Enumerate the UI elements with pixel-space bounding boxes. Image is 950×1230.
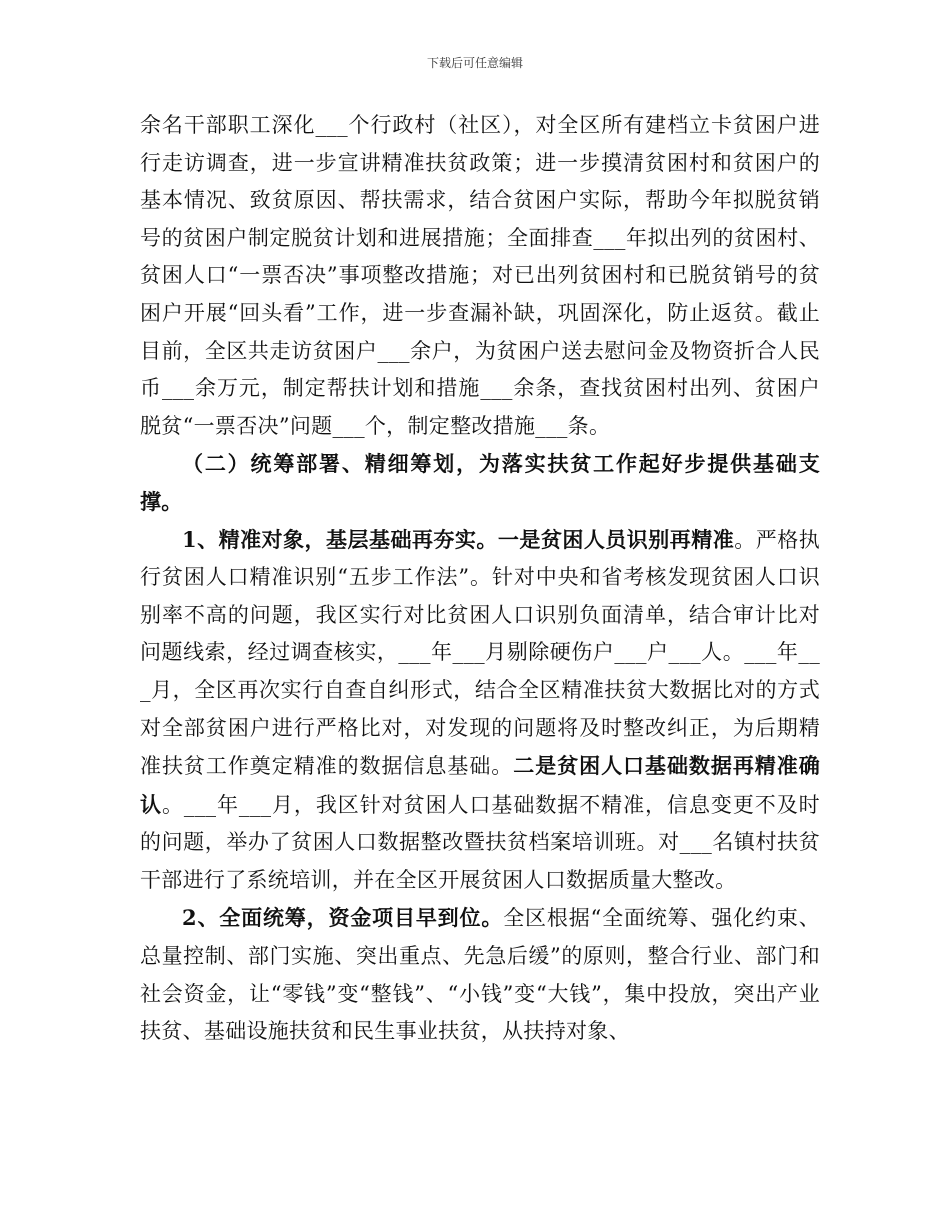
- paragraph-visit-survey: 余名干部职工深化___个行政村（社区），对全区所有建档立卡贫困户进行走访调查，进一步宣讲精准扶贫政策；进一步摸清贫困村和贫困户的基本情况、致贫原因、帮扶需求，结合贫困户实际，帮助今年拟脱贫销号的贫困户制定脱贫计划和进展措施；全面排查___年拟出列的贫困村、贫困人口“一票否决”事项整改措施；对已出列贫困村和已脱贫销号的贫困户开展“回头看”工作，进一步查漏补缺，巩固深化，防止返贫。截止目前，全区共走访贫困户___余户，为贫困户送去慰问金及物资折合人民币___余万元，制定帮扶计划和措施___余条，查找贫困村出列、贫困户脱贫“一票否决”问题___个，制定整改措施___条。: [140, 113, 820, 438]
- subheading-funding: 2、全面统筹，资金项目早到位。: [182, 905, 504, 931]
- section-heading-two: （二）统筹部署、精细筹划，为落实扶贫工作起好步提供基础支撑。: [140, 451, 820, 514]
- document-body: [140, 107, 820, 1051]
- paragraph-funding: [140, 899, 820, 1050]
- paragraph-precise-targeting: [140, 521, 820, 900]
- point-one-identification: 一是贫困人员识别再精准: [497, 526, 735, 552]
- funding-text: 全区根据“全面统筹、强化约束、总量控制、部门实施、突出重点、先急后缓”的原则，整合行业、部门和社会资金，让“零钱”变“整钱”、“小钱”变“大钱”，集中投放，突出产业扶贫、基础设施扶贫和民生事业扶贫，从扶持对象、: [140, 906, 820, 1044]
- page-header: 下载后可任意编辑: [426, 56, 523, 70]
- subheading-precise-targeting: 1、精准对象，基层基础再夯实。: [182, 526, 498, 552]
- point-one-text: 。严格执行贫困人口精准识别“五步工作法”。针对中央和省考核发现贫困人口识别率不高的问题，我区实行对比贫困人口识别负面清单，结合审计比对问题线索，经过调查核实，___年___月剔除硬伤户___户___人。___年___月，全区再次实行自查自纠形式，结合全区精准扶贫大数据比对的方式对全部贫困户进行严格比对，对发现的问题将及时整改纠正，为后期精准扶贫工作奠定精准的数据信息基础。: [140, 527, 820, 779]
- point-two-data-confirmation: 二是贫困人口基础数据再精准确认: [140, 753, 820, 817]
- point-two-text: 。___年___月，我区针对贫困人口基础数据不精准，信息变更不及时的问题，举办了贫困人口数据整改暨扶贫档案培训班。对___名镇村扶贫干部进行了系统培训，并在全区开展贫困人口数据质量大整改。: [140, 792, 820, 892]
